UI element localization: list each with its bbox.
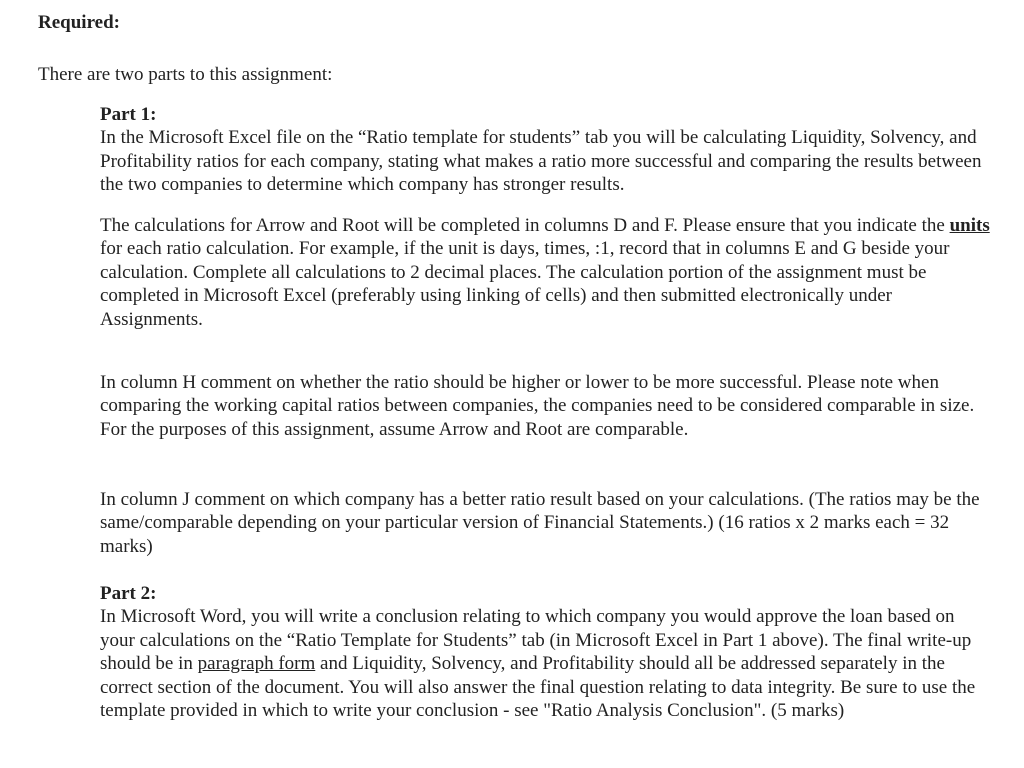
part1-p2-text-before: The calculations for Arrow and Root will be completed in columns D and F. Please ensure that you indicate the <box>100 215 950 236</box>
part1-p2-text-after: for each ratio calculation. For example, if the unit is days, times, :1, record that in columns E and G beside your calculation. Complete all calculations to 2 decimal places. The calculation portion of the assignment must be completed in Microsoft Excel (preferably using linking of cells) and then submitted electronically under Assignments. <box>100 238 950 330</box>
units-emphasis: units <box>949 215 990 236</box>
part1-paragraph-2 <box>100 214 990 331</box>
part1-paragraph-4: In column J comment on which company has a better ratio result based on your calculations. (The ratios may be the same/comparable depending on your particular version of Financial Statements.) (16 ratios x 2 marks each = 32 marks) <box>100 489 980 557</box>
part2-p1-text-after: and Liquidity, Solvency, and Profitability should all be addressed separately in the correct section of the document. You will also answer the final question relating to data integrity. Be sure to use the template provided in which to write your conclusion - see "Ratio Analysis Conclusion". (5 marks) <box>100 653 976 722</box>
part2-paragraph-1 <box>100 582 990 722</box>
intro-text: There are two parts to this assignment: <box>38 64 333 85</box>
part1-p1-text: In the Microsoft Excel file on the “Ratio template for students” tab you will be calculating Liquidity, Solvency, and Profitability ratios for each company, stating what makes a ratio more successful and comparing the results between the two companies to determine which company has stronger results. <box>100 127 982 196</box>
part2-p1-text-before: In Microsoft Word, you will write a conclusion relating to which company you would approve the loan based on your calculations on the “Ratio Template for Students” tab (in Microsoft Excel in Part 1 above). The final write-up should be in <box>100 606 972 675</box>
required-heading: Required: <box>38 12 120 33</box>
paragraph-form-emphasis: paragraph form <box>197 653 316 675</box>
part1-paragraph-1 <box>100 103 990 197</box>
part1-paragraph-3: In column H comment on whether the ratio should be higher or lower to be more successful. Please note when comparing the working capital ratios between companies, the companies need to be considered comparable in size. For the purposes of this assignment, assume Arrow and Root are comparable. <box>100 372 975 440</box>
part2-title: Part 2: <box>100 583 157 604</box>
part1-title: Part 1: <box>100 104 157 125</box>
